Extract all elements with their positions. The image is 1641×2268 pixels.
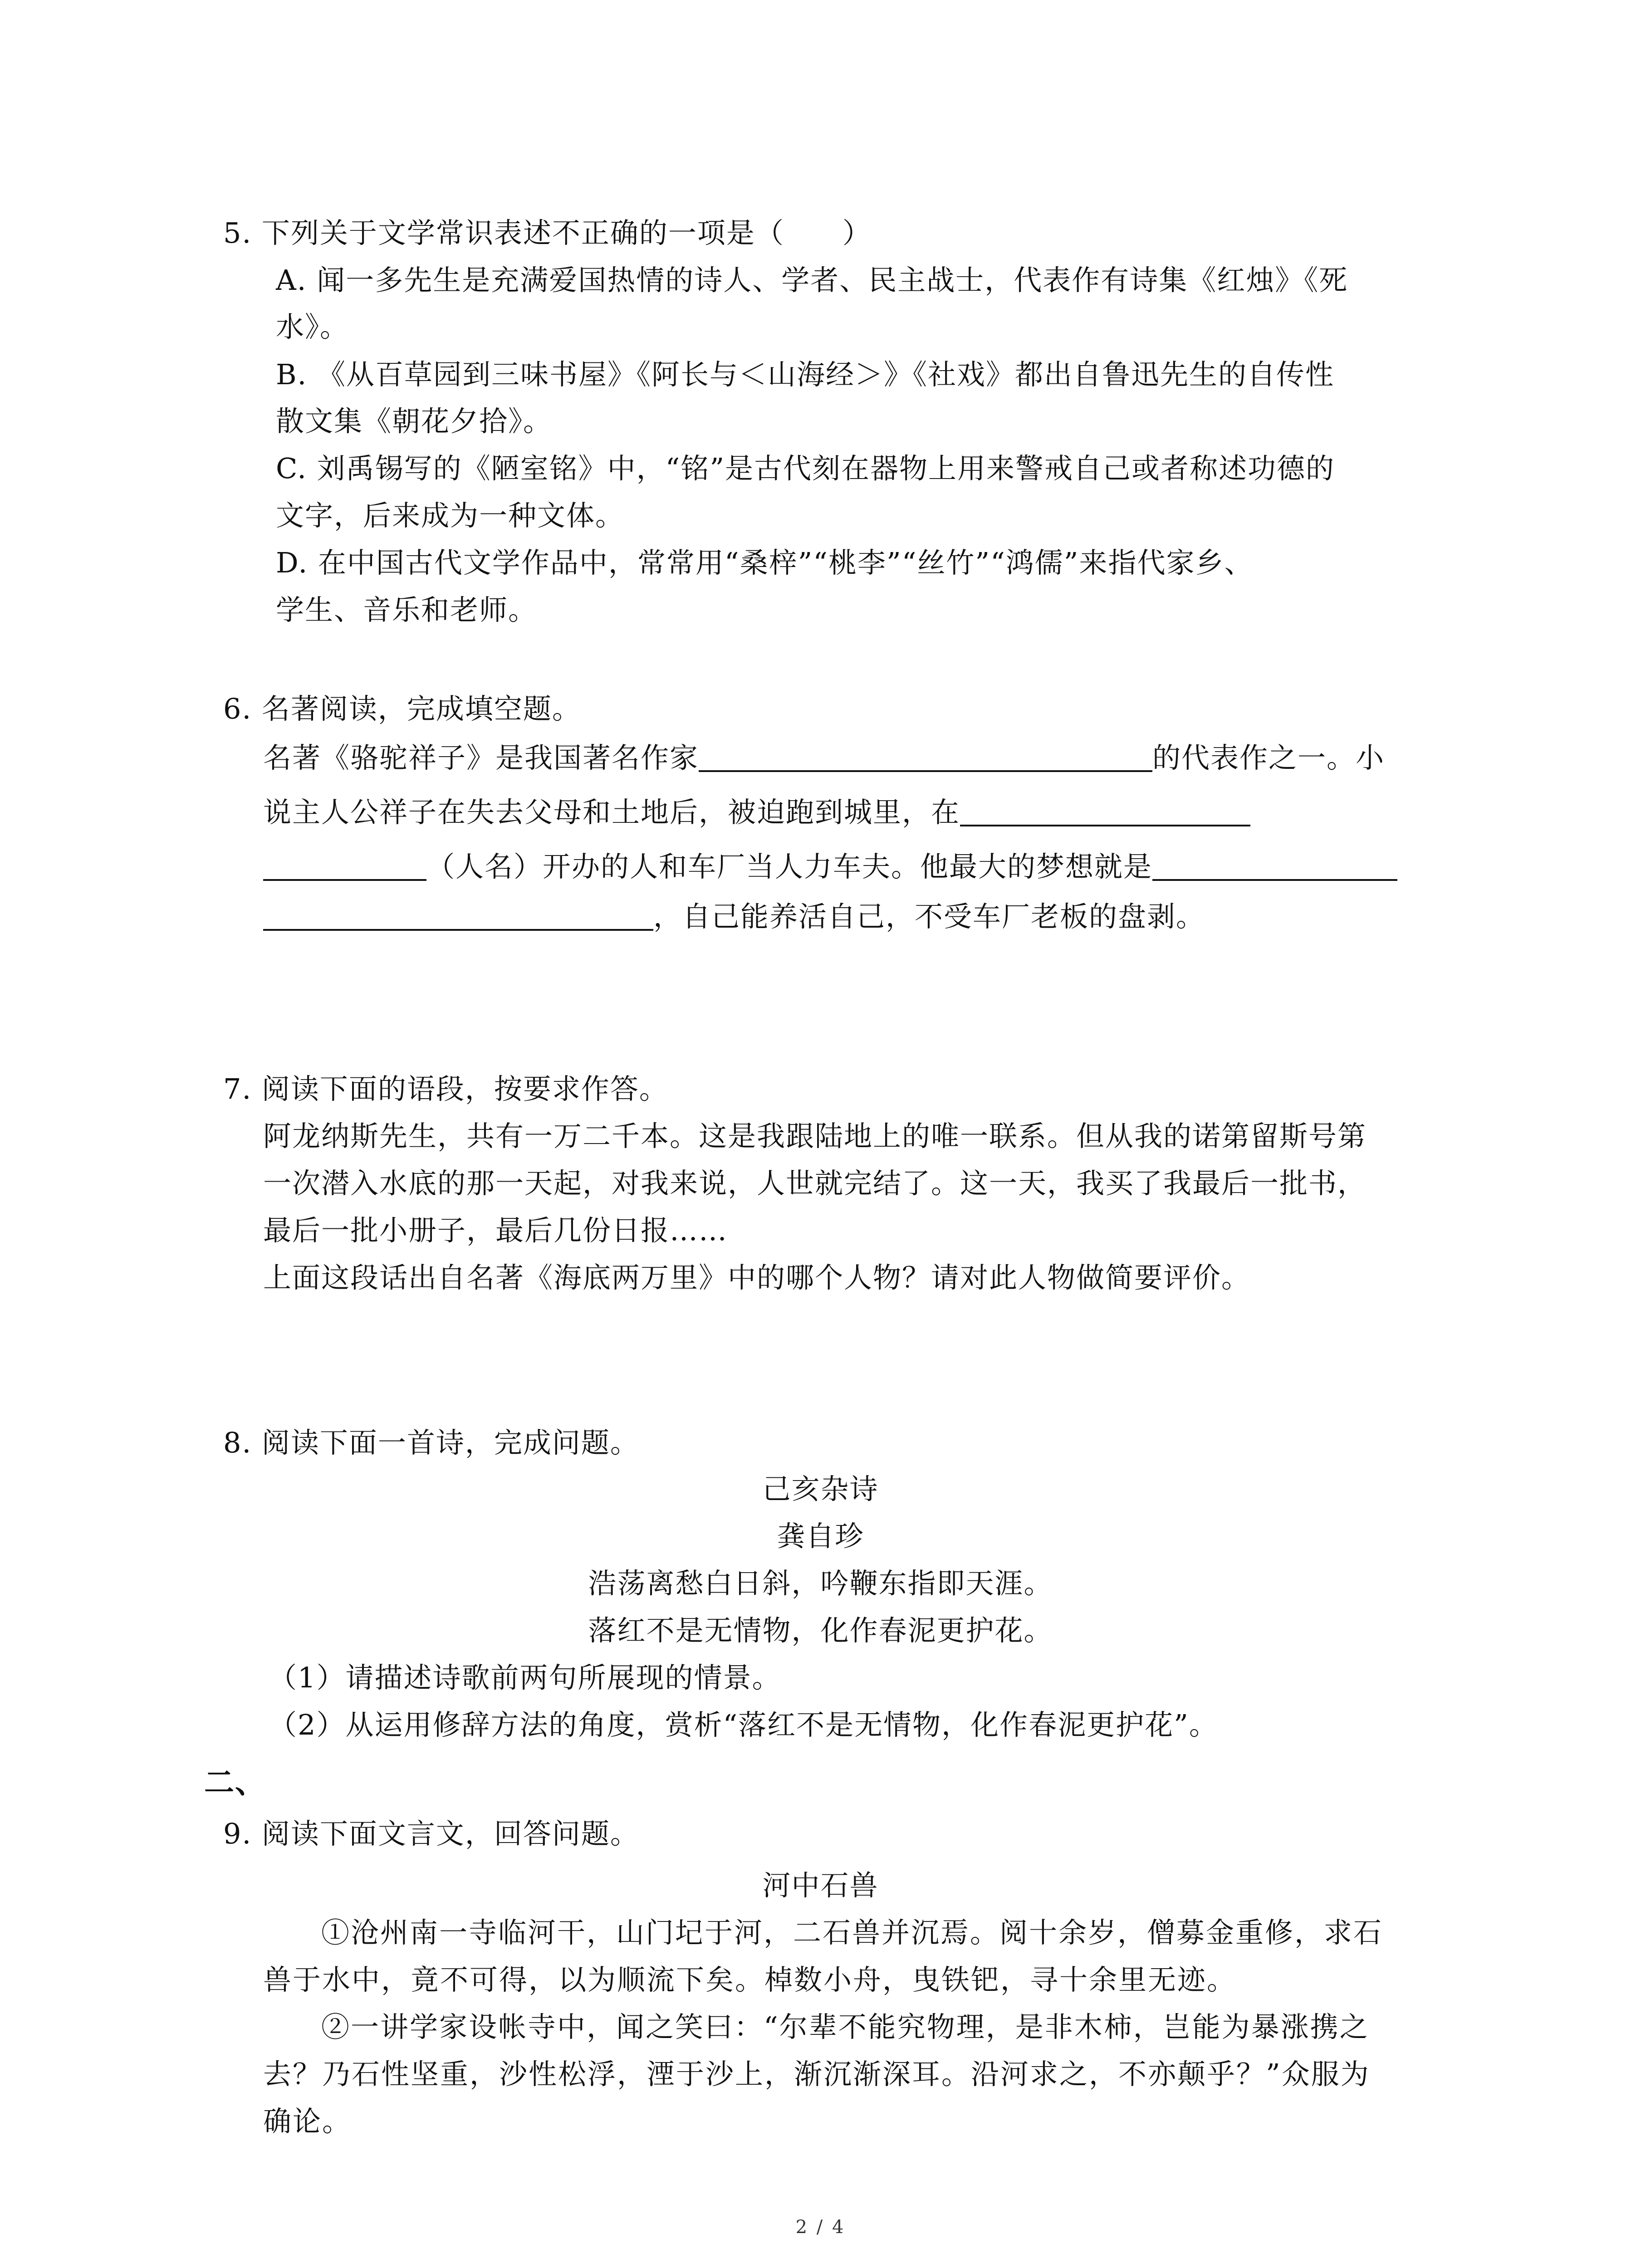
q6-line-3 [263, 850, 1397, 883]
q6-line-4 [263, 900, 1205, 933]
q9-stem: 9. 阅读下面文言文，回答问题。 [223, 1817, 639, 1850]
q6-stem: 6. 名著阅读，完成填空题。 [223, 692, 581, 725]
poem-line: 落红不是无情物，化作春泥更护花。 [588, 1614, 1053, 1647]
passage-line: 兽于水中，竟不可得，以为顺流下矣。棹数小舟，曳铁钯，寻十余里无迹。 [263, 1963, 1237, 1996]
q6-text: （人名）开办的人和车厂当人力车夫。他最大的梦想就是 [426, 850, 1153, 883]
q6-text: 名著《骆驼祥子》是我国著名作家 [263, 741, 699, 774]
author-blank[interactable] [699, 745, 1152, 772]
q6-text: 的代表作之一。小 [1152, 741, 1385, 774]
q5-option-a: A. 闻一多先生是充满爱国热情的诗人、学者、民主战士，代表作有诗集《红烛》《死 [276, 264, 1348, 297]
q5-stem: 5. 下列关于文学常识表述不正确的一项是（ ） [223, 216, 872, 249]
owner-name-blank-cont[interactable] [263, 854, 426, 881]
poem-author: 龚自珍 [777, 1520, 864, 1553]
q6-line-1 [263, 741, 1385, 774]
section-heading: 二、 [204, 1765, 266, 1800]
q7-passage-line: 阿龙纳斯先生，共有一万二千本。这是我跟陆地上的唯一联系。但从我的诺第留斯号第 [263, 1119, 1367, 1153]
poem-title: 己亥杂诗 [762, 1472, 879, 1505]
q6-text: 说主人公祥子在失去父母和土地后，被迫跑到城里，在 [263, 796, 960, 829]
q7-passage-line: 最后一批小册子，最后几份日报…… [263, 1214, 728, 1247]
q5-option-c: C. 刘禹锡写的《陋室铭》中，“铭”是古代刻在器物上用来警戒自己或者称述功德的 [276, 452, 1335, 485]
q8-subquestion-1: （1）请描述诗歌前两句所展现的情景。 [269, 1661, 781, 1694]
dream-blank-cont[interactable] [263, 904, 653, 931]
q7-question: 上面这段话出自名著《海底两万里》中的哪个人物？请对此人物做简要评价。 [263, 1261, 1251, 1294]
q5-option-d-cont: 学生、音乐和老师。 [276, 593, 538, 626]
q6-text: ，自己能养活自己，不受车厂老板的盘剥。 [653, 900, 1205, 933]
q8-subquestion-2: （2）从运用修辞方法的角度，赏析“落红不是无情物，化作春泥更护花”。 [269, 1708, 1218, 1741]
owner-name-blank[interactable] [960, 799, 1250, 826]
q5-option-a-cont: 水》。 [276, 310, 349, 343]
q5-option-b-cont: 散文集《朝花夕拾》。 [276, 405, 553, 438]
poem-line: 浩荡离愁白日斜，吟鞭东指即天涯。 [588, 1567, 1053, 1600]
page-number: 2 / 4 [795, 2217, 846, 2238]
q6-line-2 [263, 796, 1250, 829]
q7-stem: 7. 阅读下面的语段，按要求作答。 [223, 1072, 668, 1105]
q7-passage-line: 一次潜入水底的那一天起，对我来说，人世就完结了。这一天，我买了我最后一批书， [263, 1167, 1367, 1200]
q5-option-d: D. 在中国古代文学作品中，常常用“桑梓”“桃李”“丝竹”“鸿儒”来指代家乡、 [276, 546, 1254, 579]
passage-line: 确论。 [263, 2105, 352, 2138]
passage-title: 河中石兽 [762, 1869, 879, 1902]
passage-line: ②一讲学家设帐寺中，闻之笑曰：“尔辈不能究物理，是非木柿，岂能为暴涨携之 [321, 2010, 1369, 2043]
q8-stem: 8. 阅读下面一首诗，完成问题。 [223, 1426, 639, 1459]
passage-line: ①沧州南一寺临河干，山门圮于河，二石兽并沉焉。阅十余岁，僧募金重修，求石 [321, 1916, 1383, 1949]
q5-option-b: B. 《从百草园到三味书屋》《阿长与＜山海经＞》《社戏》都出自鲁迅先生的自传性 [276, 358, 1334, 391]
passage-line: 去？乃石性坚重，沙性松浮，湮于沙上，渐沉渐深耳。沿河求之，不亦颠乎？”众服为 [263, 2058, 1370, 2091]
dream-blank[interactable] [1152, 854, 1397, 881]
q5-option-c-cont: 文字，后来成为一种文体。 [276, 499, 625, 532]
